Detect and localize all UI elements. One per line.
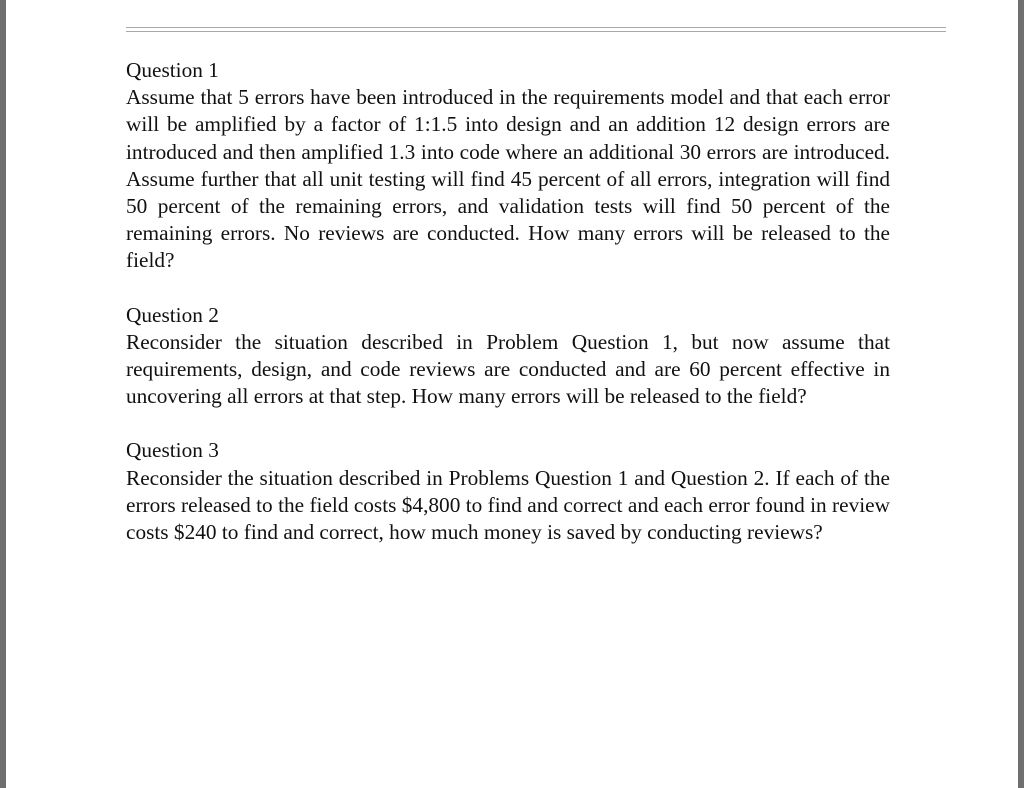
header-rule-top	[126, 27, 946, 28]
question-body: Assume that 5 errors have been introduced in the requirements model and that each error will be amplified by a factor of 1:1.5 into design and an addition 12 design errors are introduced and then amplified 1.3 into code where an additional 30 errors are introduced. Assume further that all unit testing will find 45 percent of all errors, integration will find 50 percent of the remaining errors, and validation tests will find 50 percent of the remaining errors. No reviews are conducted. How many errors will be released to the field?	[126, 85, 890, 273]
header-rule-bottom	[126, 31, 946, 32]
question-title: Question 3	[126, 438, 219, 463]
question-title: Question 1	[126, 58, 219, 82]
question-2	[126, 302, 890, 411]
question-body: Reconsider the situation described in Problem Question 1, but now assume that requirements, design, and code reviews are conducted and are 60 percent effective in uncovering all errors at that step. How many errors will be released to the field?	[126, 329, 890, 409]
question-body: Reconsider the situation described in Problems Question 1 and Question 2. If each of the errors released to the field costs $4,800 to find and correct and each error found in review costs $240 to find and correct, how much money is saved by conducting reviews?	[126, 465, 890, 545]
question-list	[126, 57, 890, 573]
question-1	[126, 57, 890, 275]
question-title: Question 2	[126, 302, 219, 327]
document-page	[6, 0, 1018, 788]
question-3	[126, 437, 890, 546]
